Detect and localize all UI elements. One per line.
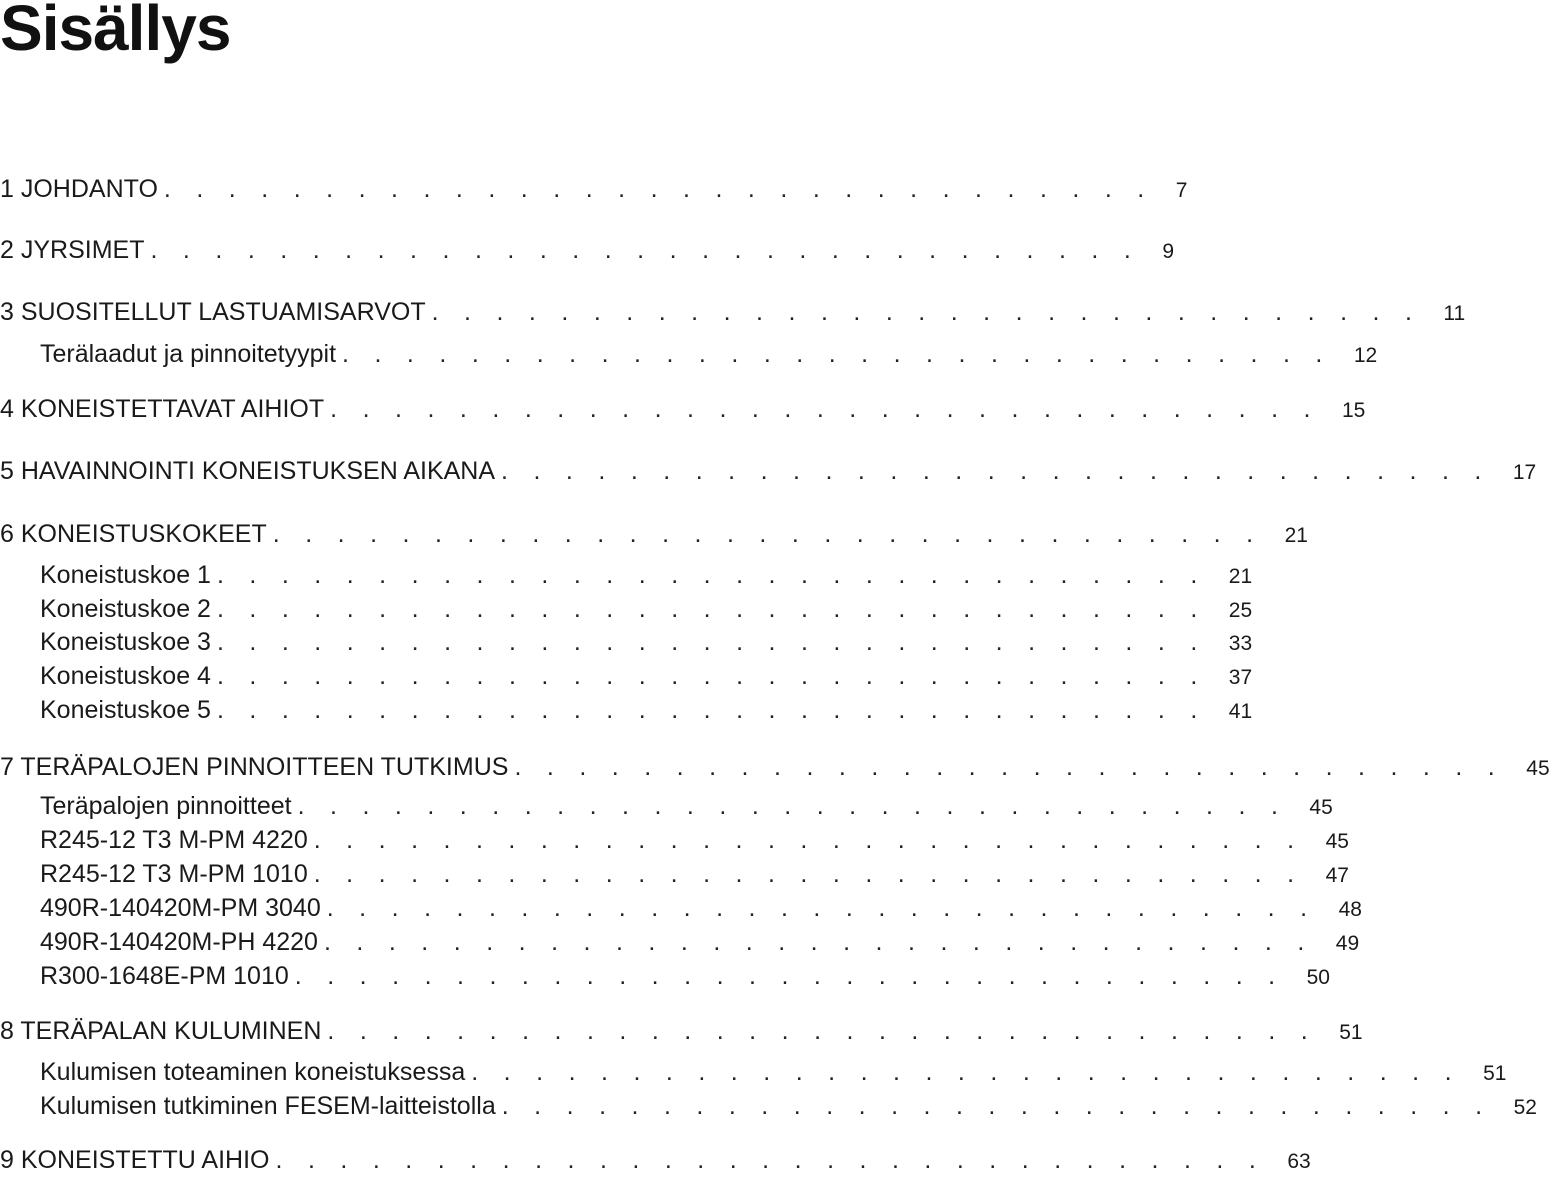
toc-entry[interactable] [0, 752, 1550, 784]
dot-leader: ............................... [327, 1017, 1334, 1045]
toc-entry-label: Teräpalojen pinnoitteet [40, 792, 292, 820]
dot-leader: ............................... [216, 628, 1223, 656]
toc-subentry[interactable] [40, 927, 1360, 959]
toc-subentry[interactable] [40, 560, 1253, 592]
toc-subentry[interactable] [40, 961, 1330, 993]
toc-subentry[interactable] [40, 791, 1333, 823]
toc-entry[interactable] [0, 297, 1466, 329]
toc-entry-label: 7 TERÄPALOJEN PINNOITTEEN TUTKIMUS [0, 753, 509, 781]
toc-entry-page: 11 [1443, 302, 1466, 325]
toc-entry[interactable] [0, 1016, 1363, 1048]
toc-entry[interactable] [0, 519, 1308, 551]
dot-leader: ............................... [275, 1146, 1282, 1174]
toc-entry[interactable] [0, 235, 1174, 267]
toc-entry[interactable] [0, 456, 1537, 488]
toc-entry-page: 63 [1287, 1150, 1311, 1173]
toc-entry-label: 490R-140420M-PH 4220 [40, 928, 318, 956]
toc-entry-label: Koneistuskoe 5 [40, 696, 211, 724]
dot-leader: ............................... [471, 1058, 1478, 1086]
toc-entry-page: 7 [1175, 179, 1188, 202]
toc-entry-label: R245-12 T3 M-PM 4220 [40, 826, 308, 854]
toc-entry-page: 12 [1353, 344, 1378, 367]
dot-leader: ............................... [294, 962, 1301, 990]
dot-leader: ............................... [514, 753, 1521, 781]
toc-entry-label: Kulumisen toteaminen koneistuksessa [40, 1058, 466, 1086]
dot-leader: ............................... [501, 1092, 1508, 1120]
toc-entry-page: 37 [1228, 666, 1253, 689]
dot-leader: ............................... [313, 826, 1320, 854]
dot-leader: ............................... [431, 298, 1438, 326]
toc-subentry[interactable] [40, 339, 1378, 371]
toc-subentry[interactable] [40, 627, 1253, 659]
toc-entry-page: 50 [1306, 966, 1330, 989]
toc-entry-page: 45 [1309, 796, 1333, 819]
toc-entry-label: Kulumisen tutkiminen FESEM-laitteistolla [40, 1092, 496, 1120]
toc-subentry[interactable] [40, 695, 1253, 727]
toc-entry-label: R245-12 T3 M-PM 1010 [40, 860, 308, 888]
toc-subentry[interactable] [40, 661, 1253, 693]
toc-entry-label: Koneistuskoe 4 [40, 662, 211, 690]
toc-subentry[interactable] [40, 1057, 1507, 1089]
dot-leader: ............................... [501, 457, 1507, 485]
toc-entry-label: Terälaadut ja pinnoitetyypit [40, 340, 337, 368]
toc-entry-label: 3 SUOSITELLUT LASTUAMISARVOT [0, 298, 426, 326]
toc-entry-page: 9 [1162, 240, 1174, 263]
toc-subentry[interactable] [40, 859, 1349, 891]
toc-entry-page: 15 [1341, 399, 1366, 422]
toc-entry-page: 51 [1339, 1021, 1363, 1044]
toc-entry-page: 48 [1338, 898, 1362, 921]
toc-subentry[interactable] [40, 825, 1349, 857]
toc-entry-page: 49 [1335, 932, 1360, 955]
dot-leader: ............................... [297, 792, 1304, 820]
toc-entry[interactable] [0, 174, 1188, 206]
toc-entry-label: 6 KONEISTUSKOKEET [0, 520, 267, 548]
toc-entry-label: Koneistuskoe 2 [40, 595, 211, 623]
toc-entry-page: 17 [1512, 461, 1537, 484]
dot-leader: ............................... [216, 561, 1223, 589]
toc-entry-label: Koneistuskoe 3 [40, 628, 211, 656]
dot-leader: ............................... [272, 520, 1279, 548]
toc-subentry[interactable] [40, 594, 1253, 626]
dot-leader: ............................... [216, 662, 1223, 690]
toc-entry-label: 4 KONEISTETTAVAT AIHIOT [0, 395, 325, 423]
toc-entry[interactable] [0, 1145, 1311, 1177]
toc-entry-page: 45 [1325, 830, 1349, 853]
dot-leader: ............................... [163, 175, 1170, 203]
toc-entry-page: 21 [1228, 565, 1253, 588]
dot-leader: ............................... [313, 860, 1320, 888]
dot-leader: ............................... [342, 340, 1348, 368]
toc-entry-label: 8 TERÄPALAN KULUMINEN [0, 1017, 322, 1045]
toc-entry-label: Koneistuskoe 1 [40, 561, 211, 589]
dot-leader: ............................... [323, 928, 1330, 956]
toc-entry-label: 2 JYRSIMET [0, 236, 145, 264]
toc-entry-page: 25 [1228, 599, 1253, 622]
toc-entry-label: 9 KONEISTETTU AIHIO [0, 1146, 270, 1174]
dot-leader: ............................... [150, 236, 1157, 264]
toc-subentry[interactable] [40, 893, 1362, 925]
toc-entry-page: 52 [1513, 1096, 1537, 1119]
toc-entry-page: 21 [1284, 524, 1308, 547]
dot-leader: ............................... [216, 595, 1223, 623]
toc-entry[interactable] [0, 394, 1366, 426]
toc-entry-label: 5 HAVAINNOINTI KONEISTUKSEN AIKANA [0, 457, 496, 485]
page-title: Sisällys [0, 0, 231, 64]
toc-entry-page: 41 [1228, 700, 1253, 723]
toc-entry-page: 33 [1228, 632, 1253, 655]
toc-entry-page: 47 [1325, 864, 1349, 887]
dot-leader: ............................... [216, 696, 1223, 724]
toc-entry-page: 45 [1526, 757, 1550, 780]
dot-leader: ............................... [330, 395, 1336, 423]
toc-entry-label: R300-1648E-PM 1010 [40, 962, 289, 990]
toc-entry-page: 51 [1483, 1062, 1507, 1085]
dot-leader: ............................... [326, 894, 1333, 922]
toc-subentry[interactable] [40, 1091, 1537, 1123]
toc-entry-label: 490R-140420M-PM 3040 [40, 894, 321, 922]
toc-entry-label: 1 JOHDANTO [0, 175, 158, 203]
